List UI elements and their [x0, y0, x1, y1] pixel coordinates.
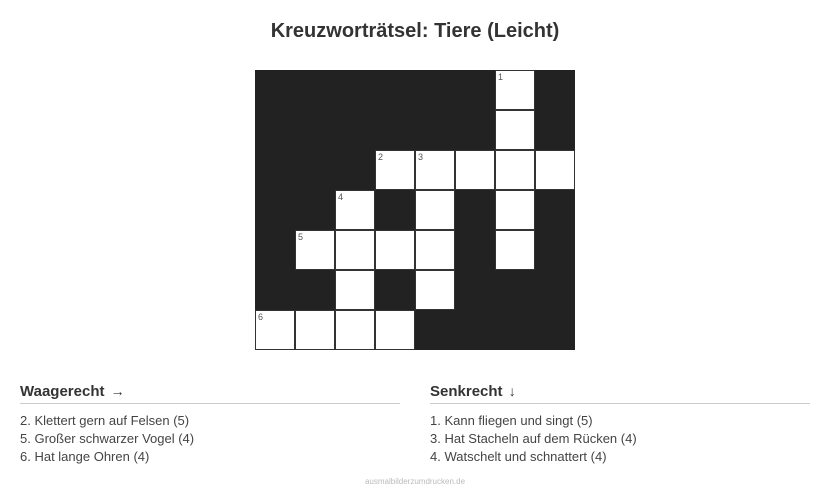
grid-cell[interactable] — [295, 310, 335, 350]
down-clue-3: 3. Hat Stacheln auf dem Rücken (4) — [430, 431, 637, 446]
grid-cell[interactable] — [415, 150, 455, 190]
across-clue-6: 6. Hat lange Ohren (4) — [20, 449, 150, 464]
puzzle-title: Kreuzworträtsel: Tiere (Leicht) — [270, 20, 560, 42]
across-clue-5: 5. Großer schwarzer Vogel (4) — [20, 431, 195, 446]
grid-cell[interactable] — [375, 150, 415, 190]
footer-source: ausmalbilderzumdrucken.de — [364, 477, 466, 486]
cell-number: 4 — [338, 192, 344, 202]
grid-cell[interactable] — [335, 230, 375, 270]
cell-number: 1 — [498, 72, 504, 82]
grid-cell[interactable] — [415, 190, 455, 230]
grid-cell[interactable] — [255, 310, 295, 350]
grid-cell[interactable] — [495, 190, 535, 230]
across-heading-label: Waagerecht — [20, 383, 105, 400]
grid-cell[interactable] — [495, 70, 535, 110]
grid-cell[interactable] — [335, 310, 375, 350]
cell-number: 5 — [298, 232, 304, 242]
down-heading-label: Senkrecht — [430, 383, 503, 400]
grid-cell[interactable] — [495, 150, 535, 190]
across-clue-2: 2. Klettert gern auf Felsen (5) — [20, 413, 190, 428]
grid-cell[interactable] — [415, 270, 455, 310]
grid-cell[interactable] — [495, 110, 535, 150]
grid-cell[interactable] — [375, 230, 415, 270]
across-clues — [20, 381, 400, 466]
grid-cell[interactable] — [295, 230, 335, 270]
cell-number: 3 — [418, 152, 424, 162]
grid-cell[interactable] — [415, 230, 455, 270]
grid-cell[interactable] — [535, 150, 575, 190]
grid-cell[interactable] — [455, 150, 495, 190]
arrow-right-icon: → — [110, 383, 125, 399]
grid-cell[interactable] — [335, 190, 375, 230]
down-heading — [430, 381, 810, 404]
arrow-down-icon: ↓ — [508, 383, 516, 399]
across-heading — [20, 381, 400, 404]
grid-cell[interactable] — [495, 230, 535, 270]
down-clues — [430, 381, 810, 466]
down-clue-1: 1. Kann fliegen und singt (5) — [430, 413, 593, 428]
grid-cell[interactable] — [375, 310, 415, 350]
cell-number: 2 — [378, 152, 384, 162]
grid-cell[interactable] — [335, 270, 375, 310]
cell-number: 6 — [258, 312, 264, 322]
crossword-grid — [255, 70, 575, 350]
down-clue-4: 4. Watschelt und schnattert (4) — [430, 449, 607, 464]
